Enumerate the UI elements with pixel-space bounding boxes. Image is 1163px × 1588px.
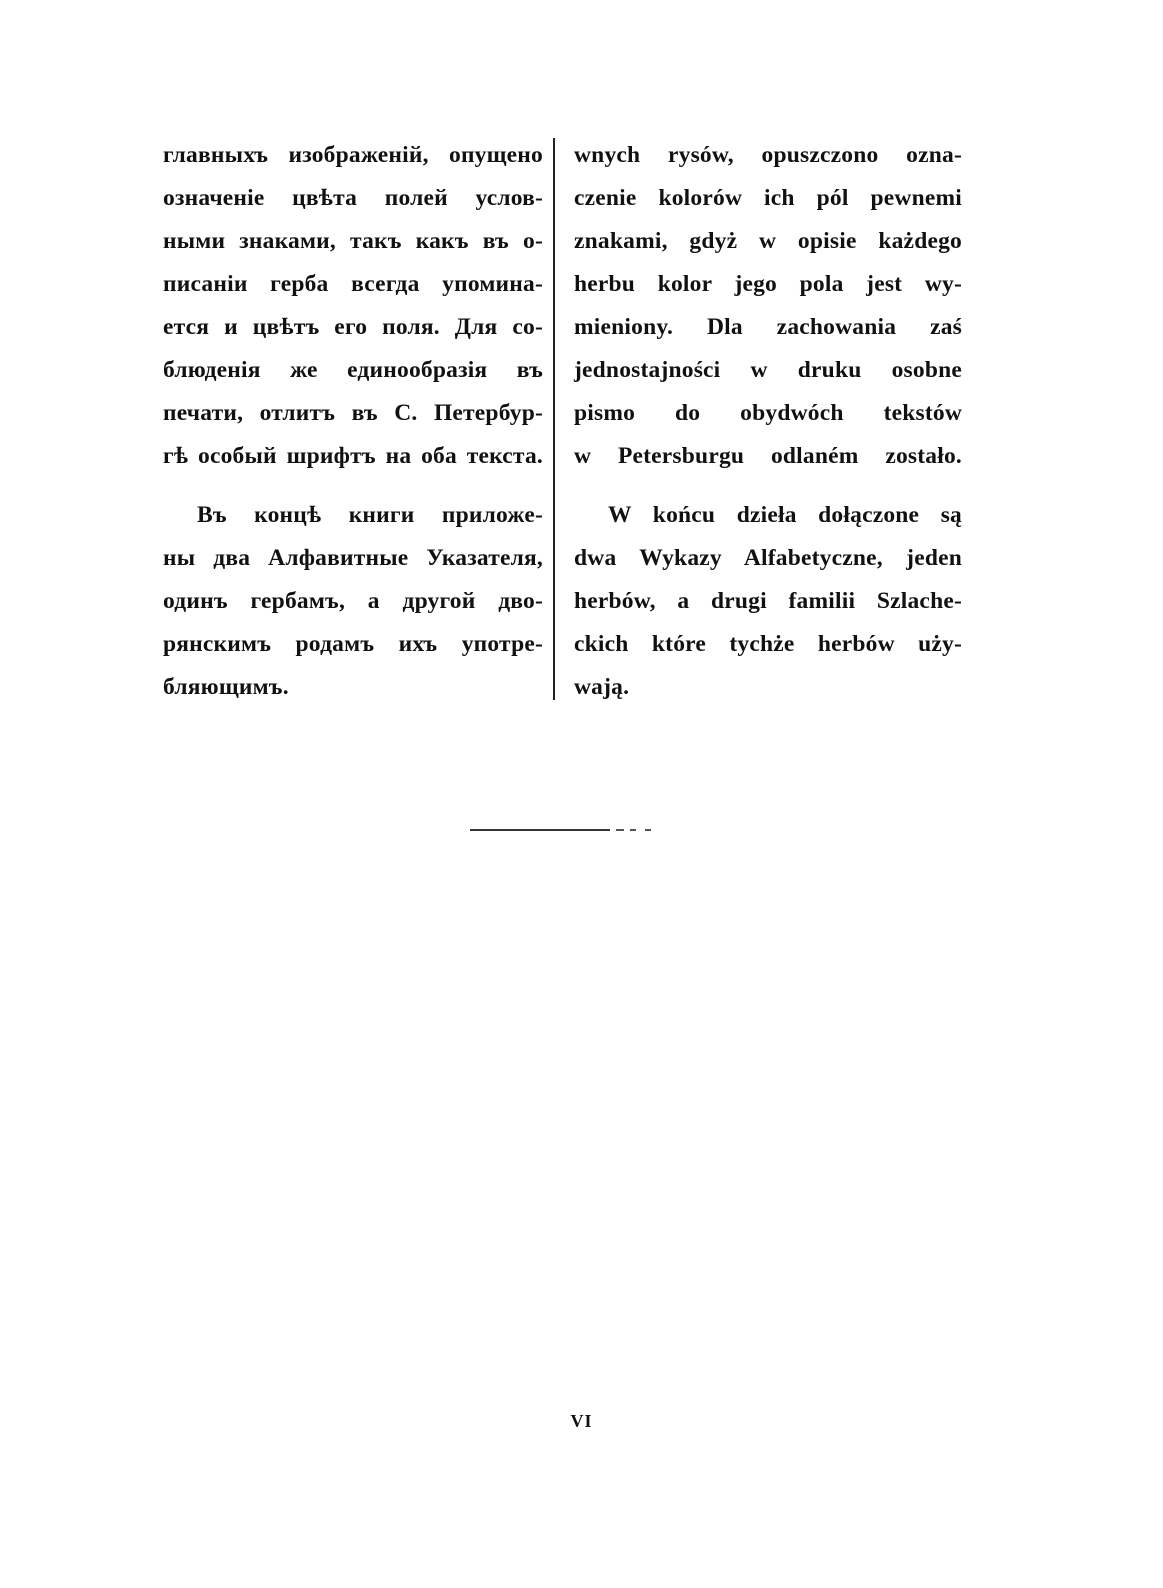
text-line: писаніи герба всегда упомина- xyxy=(163,271,543,297)
text-line: бляющимъ. xyxy=(163,674,289,700)
text-line: mieniony. Dla zachowania zaś xyxy=(574,314,962,340)
rule-dash xyxy=(645,829,651,831)
text-line: гѣ особый шрифтъ на оба текста. xyxy=(163,443,543,469)
text-line: jednostajności w druku osobne xyxy=(574,357,962,383)
left-paragraph-1 xyxy=(163,134,543,478)
text-line: Въ концѣ книги приложе- xyxy=(197,502,543,528)
text-line: wnych rysów, opuszczono ozna- xyxy=(574,142,962,168)
page-number: VI xyxy=(570,1411,593,1431)
text-line: ckich które tychże herbów uży- xyxy=(574,631,962,657)
text-line: czenie kolorów ich pól pewnemi xyxy=(574,185,962,211)
rule-dash xyxy=(616,829,624,831)
right-paragraph-2 xyxy=(574,494,962,709)
text-line: wają. xyxy=(574,674,630,700)
text-line: ется и цвѣтъ его поля. Для со- xyxy=(163,314,543,340)
text-line: блюденія же единообразія въ xyxy=(163,357,543,383)
text-line: означеніе цвѣта полей услов- xyxy=(163,185,543,211)
right-column-polish xyxy=(574,134,962,709)
text-line: herbów, a drugi familii Szlache- xyxy=(574,588,962,614)
left-paragraph-2 xyxy=(163,494,543,709)
text-line: рянскимъ родамъ ихъ употре- xyxy=(163,631,543,657)
text-line: ными знаками, такъ какъ въ о- xyxy=(163,228,543,254)
text-line: одинъ гербамъ, а другой дво- xyxy=(163,588,543,614)
text-line: znakami, gdyż w opisie każdego xyxy=(574,228,962,254)
left-column-russian xyxy=(163,134,543,709)
text-line: ны два Алфавитные Указателя, xyxy=(163,545,543,571)
rule-dash xyxy=(630,829,636,831)
right-paragraph-1 xyxy=(574,134,962,478)
section-end-rule xyxy=(470,829,610,831)
column-divider xyxy=(553,138,555,700)
text-line: печати, отлитъ въ С. Петербур- xyxy=(163,400,543,426)
text-line: главныхъ изображеній, опущено xyxy=(163,142,543,168)
text-line: pismo do obydwóch tekstów xyxy=(574,400,962,426)
text-line: W końcu dzieła dołączone są xyxy=(608,502,962,528)
text-line: w Petersburgu odlaném zostało. xyxy=(574,443,962,469)
text-line: dwa Wykazy Alfabetyczne, jeden xyxy=(574,545,962,571)
text-line: herbu kolor jego pola jest wy- xyxy=(574,271,962,297)
